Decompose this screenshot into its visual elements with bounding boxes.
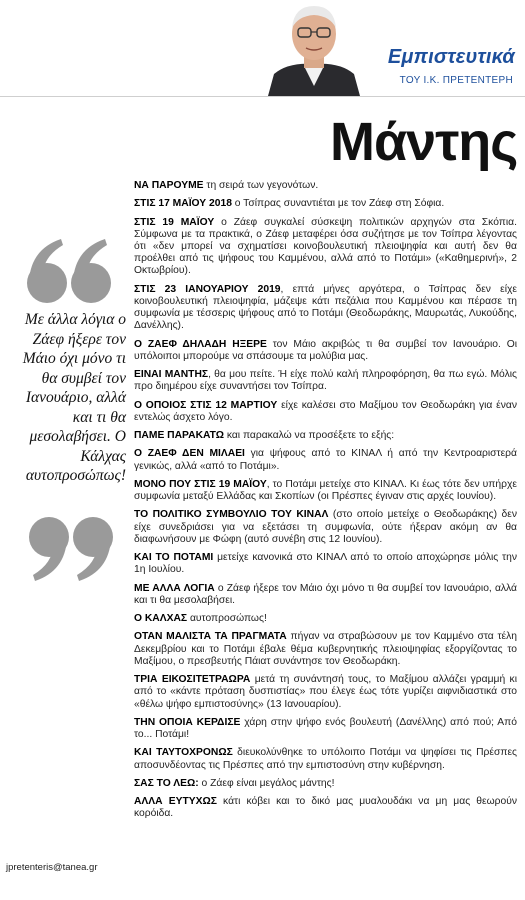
article-paragraph	[134, 339, 517, 363]
article-paragraph	[134, 430, 517, 442]
paragraph-text: ο Ζάεφ είναι μεγάλος μάντης!	[198, 777, 335, 789]
paragraph-text: είχε καλέσει στο Μαξίμου τον Θεοδωράκη για έναν εντελώς άσχετο λόγο.	[134, 399, 517, 423]
paragraph-lead: ΣΤΙΣ 17 ΜΑΪΟΥ 2018	[134, 198, 232, 210]
paragraph-lead: ΤΟ ΠΟΛΙΤΙΚΟ ΣΥΜΒΟΥΛΙΟ ΤΟΥ ΚΙΝΑΛ	[134, 509, 329, 521]
paragraph-lead: ΝΑ ΠΑΡΟΥΜΕ	[134, 180, 204, 191]
paragraph-text: κάτι κόβει και το δικό μας μυαλουδάκι να μη μας θεωρούν κορόιδα.	[134, 796, 517, 820]
column-title: Εμπιστευτικά	[387, 46, 515, 68]
paragraph-text: μετά τη συνάντησή τους, το Μαξίμου αλλάζει γραμμή κι από το «κάντε πρόταση δυσπιστίας» που έλεγε έως τότε γυρίζει αιφνιδιαστικά στο «θέλω ψήφο εμπιστοσύνης» (13 Ιανουαρίου).	[134, 674, 517, 710]
paragraph-lead: ΜΕ ΑΛΛΑ ΛΟΓΙΑ	[134, 582, 215, 594]
paragraph-text: ο Τσίπρας συναντιέται με τον Ζάεφ στη Σόφια.	[231, 198, 445, 210]
paragraph-text: ο Ζάεφ ήξερε τον Μάιο όχι μόνο τι θα συμβεί τον Ιανουάριο, αλλά και τι θα μεσολαβήσει.	[134, 582, 517, 606]
article-headline: Μάντης	[330, 112, 518, 172]
paragraph-lead: ΚΑΙ ΤΑΥΤΟΧΡΟΝΩΣ	[134, 747, 233, 759]
author-portrait	[268, 0, 360, 96]
paragraph-text: για ψήφους από το ΚΙΝΑΛ ή από την Κεντροαριστερά γενικώς, αλλά «από το Ποτάμι».	[134, 448, 517, 472]
paragraph-text: τη σειρά των γεγονότων.	[203, 180, 319, 191]
paragraph-text: ο Ζάεφ συγκαλεί σύσκεψη πολιτικών αρχηγών στα Σκόπια. Σύμφωνα με τα πρακτικά, ο Ζάεφ μεταφέρει όσα συζήτησε με τον Τσίπρα λέγοντας ότι «δεν μπορεί να σχηματίσει κοινοβουλευτική πλειοψηφία και αυτή δεν θα προέλθει από τις ψήφους του Καμμένου, αλλά από το Ποτάμι» («Καθημερινή», 2 Οκτωβρίου).	[134, 216, 517, 277]
paragraph-lead: Ο ΟΠΟΙΟΣ ΣΤΙΣ 12 ΜΑΡΤΙΟΥ	[134, 399, 278, 411]
open-quote-icon	[25, 235, 115, 305]
paragraph-lead: ΣΤΙΣ 23 ΙΑΝΟΥΑΡΙΟΥ 2019	[134, 283, 281, 295]
paragraph-text: αυτοπροσώπως!	[187, 613, 267, 625]
paragraph-text: (στο οποίο μετείχε ο Θεοδωράκης) δεν είχε συνεδριάσει για να εξετάσει τη συμφωνία, ούτε ήξεραν ακόμη αν θα διαφωνήσουν με Φώφη (αυτό συνέβη στις 12 Ιουνίου).	[134, 509, 517, 545]
paragraph-lead: Ο ΚΑΛΧΑΣ	[134, 613, 188, 625]
paragraph-text: , επτά μήνες αργότερα, ο Τσίπρας δεν είχε κοινοβουλευτική πλειοψηφία, μάζεψε κάτι πεζάλια που Καμμένου και πέρασε τη συμφωνία με τέσσερις ψήφους από το Ποτάμι (Θεοδωράκης, Μαυρωτάς, Λυκούδης, Δανέλλης).	[134, 283, 517, 332]
paragraph-text: και παρακαλώ να προσέξετε το εξής:	[223, 430, 395, 442]
paragraph-lead: ΕΙΝΑΙ ΜΑΝΤΗΣ	[134, 369, 209, 381]
author-byline: ΤΟΥ Ι.Κ. ΠΡΕΤΕΝΤΕΡΗ	[399, 75, 513, 86]
paragraph-text: , θα μου πείτε. Ή είχε πολύ καλή πληροφόρηση, θα πω εγώ. Μόλις προ διημέρου είχε συναντήσει τον Τσίπρα.	[134, 369, 517, 393]
article-paragraph	[134, 217, 517, 278]
author-email: jpretenteris@tanea.gr	[6, 862, 98, 873]
article-paragraph	[134, 509, 517, 546]
article-paragraph	[134, 552, 517, 576]
paragraph-text: τον Μάιο ακριβώς τι θα συμβεί τον Ιανουάριο. Οι υπόλοιποι μπορούμε να σπάσουμε τα μολύβια μας.	[134, 338, 517, 362]
column-header	[0, 0, 525, 100]
paragraph-lead: ΚΑΙ ΤΟ ΠΟΤΑΜΙ	[134, 552, 214, 564]
paragraph-lead: ΣΑΣ ΤΟ ΛΕΩ:	[134, 777, 199, 789]
article-paragraph	[134, 369, 517, 393]
article-paragraph	[134, 448, 517, 472]
paragraph-text: , το Ποτάμι μετείχε στο ΚΙΝΑΛ. Κι έως τότε δεν υπήρχε συμφωνία μεταξύ Ελλάδας και Σκοπίων (οι Πρέσπες έγιναν στις αρχές Ιουνίου).	[134, 478, 517, 503]
article-paragraph	[134, 796, 517, 820]
article-paragraph	[134, 778, 517, 790]
article-body	[134, 180, 517, 827]
paragraph-lead: ΜΟΝΟ ΠΟΥ ΣΤΙΣ 19 ΜΑΪΟΥ	[134, 478, 267, 490]
article-paragraph	[134, 674, 517, 711]
paragraph-lead: ΟΤΑΝ ΜΑΛΙΣΤΑ ΤΑ ΠΡΑΓΜΑΤΑ	[134, 631, 287, 643]
paragraph-lead: ΠΑΜΕ ΠΑΡΑΚΑΤΩ	[134, 430, 224, 442]
pull-quote-column	[0, 100, 125, 900]
article-paragraph	[134, 180, 517, 192]
article-paragraph	[134, 198, 517, 210]
article-paragraph	[134, 717, 517, 741]
paragraph-lead: ΣΤΙΣ 19 ΜΑΪΟΥ	[134, 216, 215, 228]
paragraph-lead: ΤΡΙΑ ΕΙΚΟΣΙΤΕΤΡΑΩΡΑ	[134, 674, 251, 686]
paragraph-lead: ΤΗΝ ΟΠΟΙΑ ΚΕΡΔΙΣΕ	[134, 716, 241, 728]
article-paragraph	[134, 284, 517, 333]
article-paragraph	[134, 747, 517, 771]
pull-quote: Με άλλα λόγια ο Ζάεφ ήξερε τον Μάιο όχι μόνο τι θα συμβεί τον Ιανουάριο, αλλά και τι θα μεσολαβήσει. Ο Κάλχας αυτοπροσώπως!	[22, 311, 126, 484]
article-paragraph	[134, 400, 517, 424]
paragraph-text: χάρη στην ψήφο ενός βουλευτή (Δανέλλης) από πού; Από το... Ποτάμι!	[134, 716, 517, 741]
paragraph-lead: Ο ΖΑΕΦ ΔΕΝ ΜΙΛΑΕΙ	[134, 448, 245, 460]
paragraph-lead: Ο ΖΑΕΦ ΔΗΛΑΔΗ ΗΞΕΡΕ	[134, 338, 267, 350]
article-paragraph	[134, 631, 517, 668]
paragraph-text: πήγαν να στραβώσουν με τον Καμμένο στα τέλη Δεκεμβρίου και το Ποτάμι έβαλε θέμα κυβερνητικής πλειοψηφίας εξοργίζοντας το Μαξίμου, ο πρεσβευτής Πάιατ συνάντησε τον Θεοδωράκη.	[134, 631, 517, 667]
paragraph-text: μετείχε κανονικά στο ΚΙΝΑΛ από το οποίο αποχώρησε μόλις την 1η Ιουλίου.	[134, 552, 517, 576]
header-divider	[0, 96, 525, 97]
article-paragraph	[134, 583, 517, 607]
paragraph-text: διευκολύνθηκε το υπόλοιπο Ποτάμι να ψηφίσει τις Πρέσπες αποσυνδέοντας τις Πρέσπες από την εμπιστοσύνη στην κυβέρνηση.	[134, 747, 517, 771]
paragraph-lead: ΑΛΛΑ ΕΥΤΥΧΩΣ	[134, 796, 217, 808]
article-paragraph	[134, 479, 517, 503]
close-quote-icon	[25, 515, 115, 585]
article-paragraph	[134, 613, 517, 625]
